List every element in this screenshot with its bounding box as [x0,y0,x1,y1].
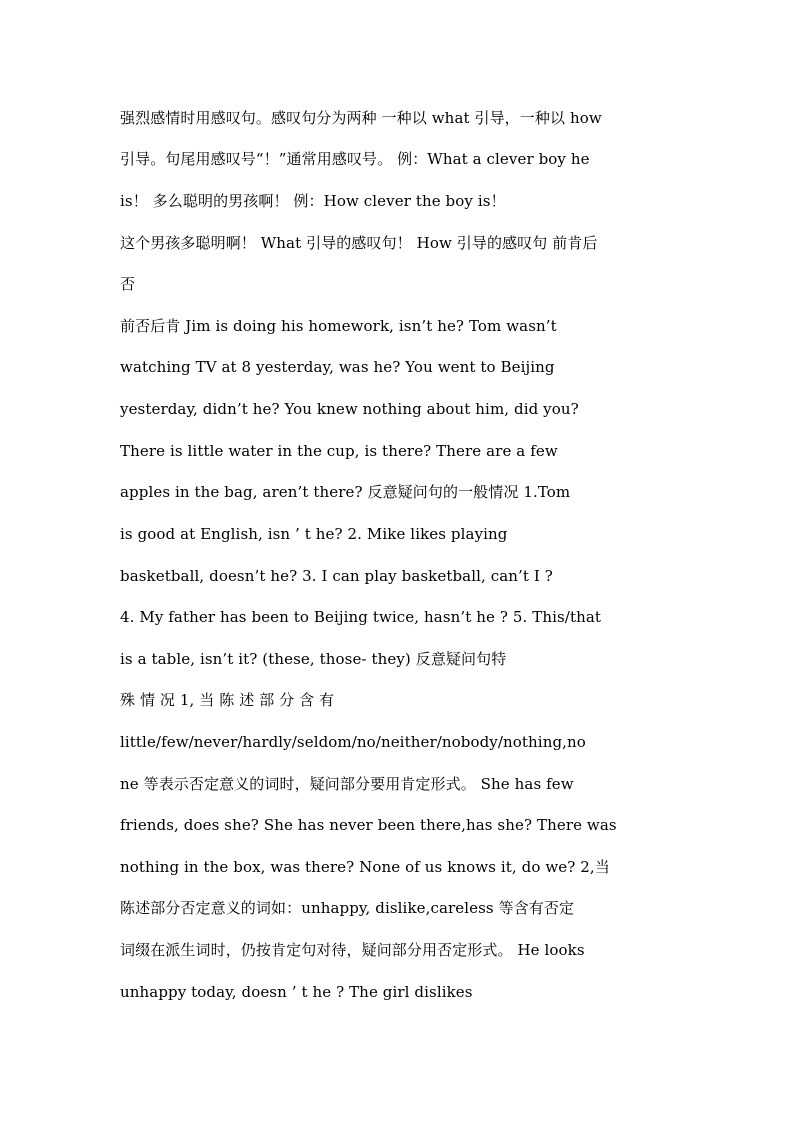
text-line: 词缀在派生词时，仍按肯定句对待，疑问部分用否定形式。 He looks [120,941,585,959]
text-line: apples in the bag, aren’t there? 反意疑问句的一般情况 1.Tom [120,483,571,501]
text-line: is good at English, isn ’ t he? 2. Mike likes playing [120,525,508,543]
text-line: watching TV at 8 yesterday, was he? You went to Beijing [120,358,555,376]
text-line: There is little water in the cup, is there? There are a few [120,442,558,460]
text-line: 这个男孩多聪明啊！ What 引导的感叹句！ How 引导的感叹句 前肯后 [120,234,598,252]
text-line: is a table, isn’t it? (these, those- they) 反意疑问句特 [120,650,507,668]
text-line: 前否后肯 Jim is doing his homework, isn’t he? Tom wasn’t [120,317,557,335]
text-line: is！ 多么聪明的男孩啊！ 例：How clever the boy is！ [120,192,506,210]
text-line: nothing in the box, was there? None of us knows it, do we? 2,当 [120,858,610,876]
text-line: unhappy today, doesn ’ t he ? The girl dislikes [120,983,473,1001]
text-line: 殊 情 况 1, 当 陈 述 部 分 含 有 [120,691,335,709]
text-line: 4. My father has been to Beijing twice, hasn’t he ? 5. This/that [120,608,602,626]
text-line: friends, does she? She has never been there,has she? There was [120,816,617,834]
text-line: basketball, doesn’t he? 3. I can play basketball, can’t I ? [120,567,553,585]
text-line: yesterday, didn’t he? You knew nothing about him, did you? [120,400,579,418]
text-line: 陈述部分否定意义的词如：unhappy, dislike,careless 等含有否定 [120,899,575,917]
text-line: 强烈感情时用感叹句。感叹句分为两种 一种以 what 引导，一种以 how [120,109,602,127]
text-line: little/few/never/hardly/seldom/no/neither/nobody/nothing,no [120,733,586,751]
text-line: ne 等表示否定意义的词时，疑问部分要用肯定形式。 She has few [120,775,574,793]
text-line: 引导。句尾用感叹号“！”通常用感叹号。 例：What a clever boy he [120,150,590,168]
text-line: 否 [120,275,136,293]
